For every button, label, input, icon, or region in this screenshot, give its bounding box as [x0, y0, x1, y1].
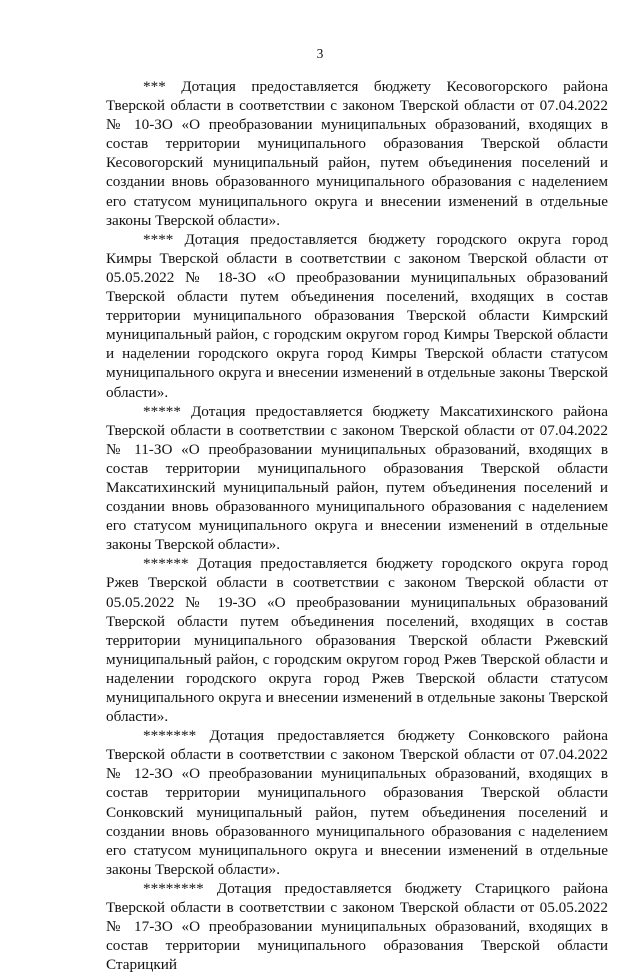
page-number: 3 [316, 46, 324, 61]
footnote-kesovogorsky: *** Дотация предоставляется бюджету Кесовогорского района Тверской области в соответствии с законом Тверской области от 07.04.2022 № 10-ЗО «О преобразовании муниципальных образований, входящих в состав территории муниципального образования Тверской области Кесовогорский муниципальный район, путем объединения поселений и создании вновь образованного муниципального образования с наделением его статусом муниципального округа и внесении изменений в отдельные законы Тверской области». [106, 78, 608, 229]
footnote-kimry: **** Дотация предоставляется бюджету городского округа город Кимры Тверской области в соответствии с законом Тверской области от 05.05.2022 № 18-ЗО «О преобразовании муниципальных образований Тверской области путем объединения поселений, входящих в состав территории муниципального образования Тверской области Кимрский муниципальный район, с городским округом город Кимры Тверской области и наделении городского округа город Кимры Тверской области статусом муниципального округа и внесении изменений в отдельные законы Тверской области». [106, 230, 608, 401]
document-body [106, 77, 608, 974]
footnote-sonkovsky: ******* Дотация предоставляется бюджету Сонковского района Тверской области в соответствии с законом Тверской области от 07.04.2022 № 12-ЗО «О преобразовании муниципальных образований, входящих в состав территории муниципального образования Тверской области Сонковский муниципальный район, путем объединения поселений и создании вновь образованного муниципального образования с наделением его статусом муниципального округа и внесении изменений в отдельные законы Тверской области». [106, 727, 608, 878]
footnote-rzhev: ****** Дотация предоставляется бюджету городского округа город Ржев Тверской области в соответствии с законом Тверской области от 05.05.2022 № 19-ЗО «О преобразовании муниципальных образований Тверской области путем объединения поселений, входящих в состав территории муниципального образования Тверской области Ржевский муниципальный район, с городским округом город Ржев Тверской области и наделении городского округа город Ржев Тверской области статусом муниципального округа и внесении изменений в отдельные законы Тверской области». [106, 555, 608, 726]
footnote-maksatikhinsky: ***** Дотация предоставляется бюджету Максатихинского района Тверской области в соответствии с законом Тверской области от 07.04.2022 № 11-ЗО «О преобразовании муниципальных образований, входящих в состав территории муниципального образования Тверской области Максатихинский муниципальный район, путем объединения поселений и создании вновь образованного муниципального образования с наделением его статусом муниципального округа и внесении изменений в отдельные законы Тверской области». [106, 402, 608, 554]
footnote-staritsky: ******** Дотация предоставляется бюджету Старицкого района Тверской области в соответствии с законом Тверской области от 05.05.2022 № 17-ЗО «О преобразовании муниципальных образований, входящих в состав территории муниципального образования Тверской области Старицкий [106, 879, 608, 974]
